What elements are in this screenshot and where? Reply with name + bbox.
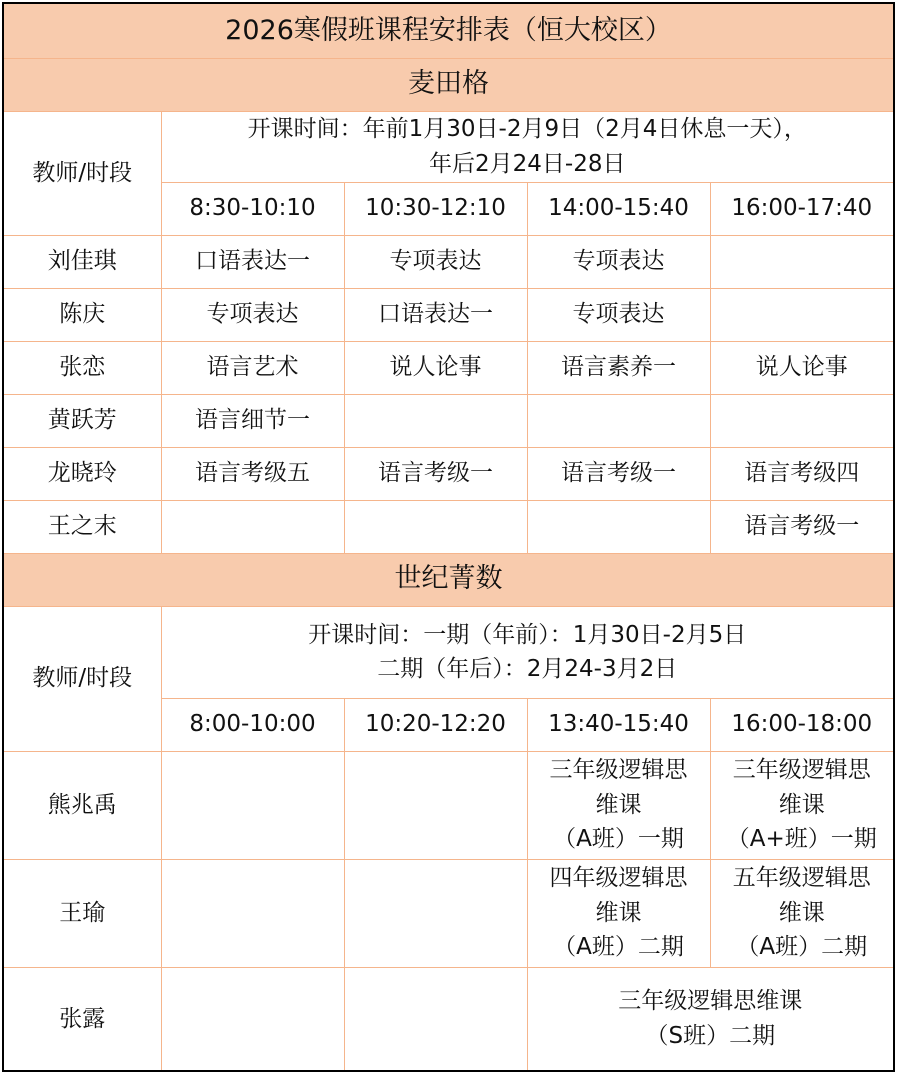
time-slot: 8:30-10:10 — [161, 182, 344, 235]
table-row — [3, 751, 894, 859]
course-cell — [527, 859, 710, 967]
course-cell — [527, 394, 710, 447]
course-line: 三年级逻辑思维课 — [618, 988, 803, 1015]
course-cell: 语言艺术 — [161, 341, 344, 394]
course-cell — [710, 751, 894, 859]
time-slot: 10:30-12:10 — [344, 182, 527, 235]
course-cell: 语言素养一 — [527, 341, 710, 394]
schedule-line: 年后2月24日-28日 — [429, 150, 626, 177]
course-cell: 专项表达 — [527, 235, 710, 288]
course-cell: 语言考级五 — [161, 447, 344, 500]
course-line: 维课 — [778, 791, 825, 818]
table-row — [3, 288, 894, 341]
schedule-table — [2, 2, 895, 1072]
schedule-line: 开课时间：一期（年前）：1月30日-2月5日 — [308, 621, 747, 648]
teacher-slot-header: 教师/时段 — [3, 606, 161, 751]
course-cell: 语言考级一 — [344, 447, 527, 500]
time-slot: 16:00-18:00 — [710, 698, 894, 751]
teacher-name: 王之末 — [3, 500, 161, 553]
section-title: 麦田格 — [3, 58, 894, 111]
table-row — [3, 235, 894, 288]
course-cell — [710, 235, 894, 288]
course-cell: 专项表达 — [527, 288, 710, 341]
course-cell — [710, 288, 894, 341]
table-row — [3, 341, 894, 394]
page-title: 2026寒假班课程安排表（恒大校区） — [3, 3, 894, 58]
course-line: 维课 — [595, 899, 642, 926]
course-line: （S班）二期 — [645, 1022, 776, 1049]
course-cell — [344, 751, 527, 859]
schedule-line: 开课时间：年前1月30日-2月9日（2月4日休息一天）， — [247, 116, 807, 142]
teacher-name: 黄跃芳 — [3, 394, 161, 447]
table-row — [3, 500, 894, 553]
table-row — [3, 394, 894, 447]
course-cell: 语言考级四 — [710, 447, 894, 500]
teacher-name: 龙晓玲 — [3, 447, 161, 500]
course-cell-merged — [527, 967, 894, 1071]
teacher-name: 张露 — [3, 967, 161, 1071]
course-cell: 说人论事 — [344, 341, 527, 394]
course-cell: 口语表达一 — [161, 235, 344, 288]
course-line: 维课 — [595, 791, 642, 818]
table-row — [3, 859, 894, 967]
course-line: 四年级逻辑思 — [549, 865, 688, 892]
schedule-line: 二期（年后）：2月24-3月2日 — [377, 656, 678, 682]
teacher-name: 陈庆 — [3, 288, 161, 341]
course-cell — [527, 751, 710, 859]
course-cell — [710, 859, 894, 967]
course-cell — [344, 859, 527, 967]
course-line: 三年级逻辑思 — [549, 757, 688, 784]
course-cell — [161, 751, 344, 859]
table-row — [3, 447, 894, 500]
course-cell: 说人论事 — [710, 341, 894, 394]
course-schedule-info — [161, 606, 894, 698]
course-cell: 口语表达一 — [344, 288, 527, 341]
course-cell — [161, 500, 344, 553]
course-line: （A班）一期 — [553, 826, 684, 853]
time-slot: 13:40-15:40 — [527, 698, 710, 751]
time-slot: 16:00-17:40 — [710, 182, 894, 235]
section-title: 世纪菁数 — [3, 553, 894, 606]
course-line: 五年级逻辑思 — [732, 865, 871, 892]
time-slot: 10:20-12:20 — [344, 698, 527, 751]
course-cell — [344, 500, 527, 553]
course-line: （A班）二期 — [553, 934, 684, 961]
course-cell: 语言考级一 — [710, 500, 894, 553]
course-cell: 语言细节一 — [161, 394, 344, 447]
course-cell — [344, 394, 527, 447]
course-cell: 语言考级一 — [527, 447, 710, 500]
teacher-name: 刘佳琪 — [3, 235, 161, 288]
teacher-name: 王瑜 — [3, 859, 161, 967]
time-slot: 14:00-15:40 — [527, 182, 710, 235]
teacher-name: 张恋 — [3, 341, 161, 394]
course-line: 三年级逻辑思 — [732, 757, 871, 784]
course-cell — [344, 967, 527, 1071]
time-slot: 8:00-10:00 — [161, 698, 344, 751]
course-line: （A+班）一期 — [726, 826, 877, 853]
course-cell — [161, 967, 344, 1071]
course-schedule-info — [161, 111, 894, 182]
table-row — [3, 967, 894, 1071]
course-cell: 专项表达 — [344, 235, 527, 288]
course-line: （A班）二期 — [736, 934, 868, 961]
course-cell — [710, 394, 894, 447]
course-cell: 专项表达 — [161, 288, 344, 341]
course-line: 维课 — [778, 899, 825, 926]
course-cell — [161, 859, 344, 967]
course-cell — [527, 500, 710, 553]
teacher-name: 熊兆禹 — [3, 751, 161, 859]
teacher-slot-header: 教师/时段 — [3, 111, 161, 235]
